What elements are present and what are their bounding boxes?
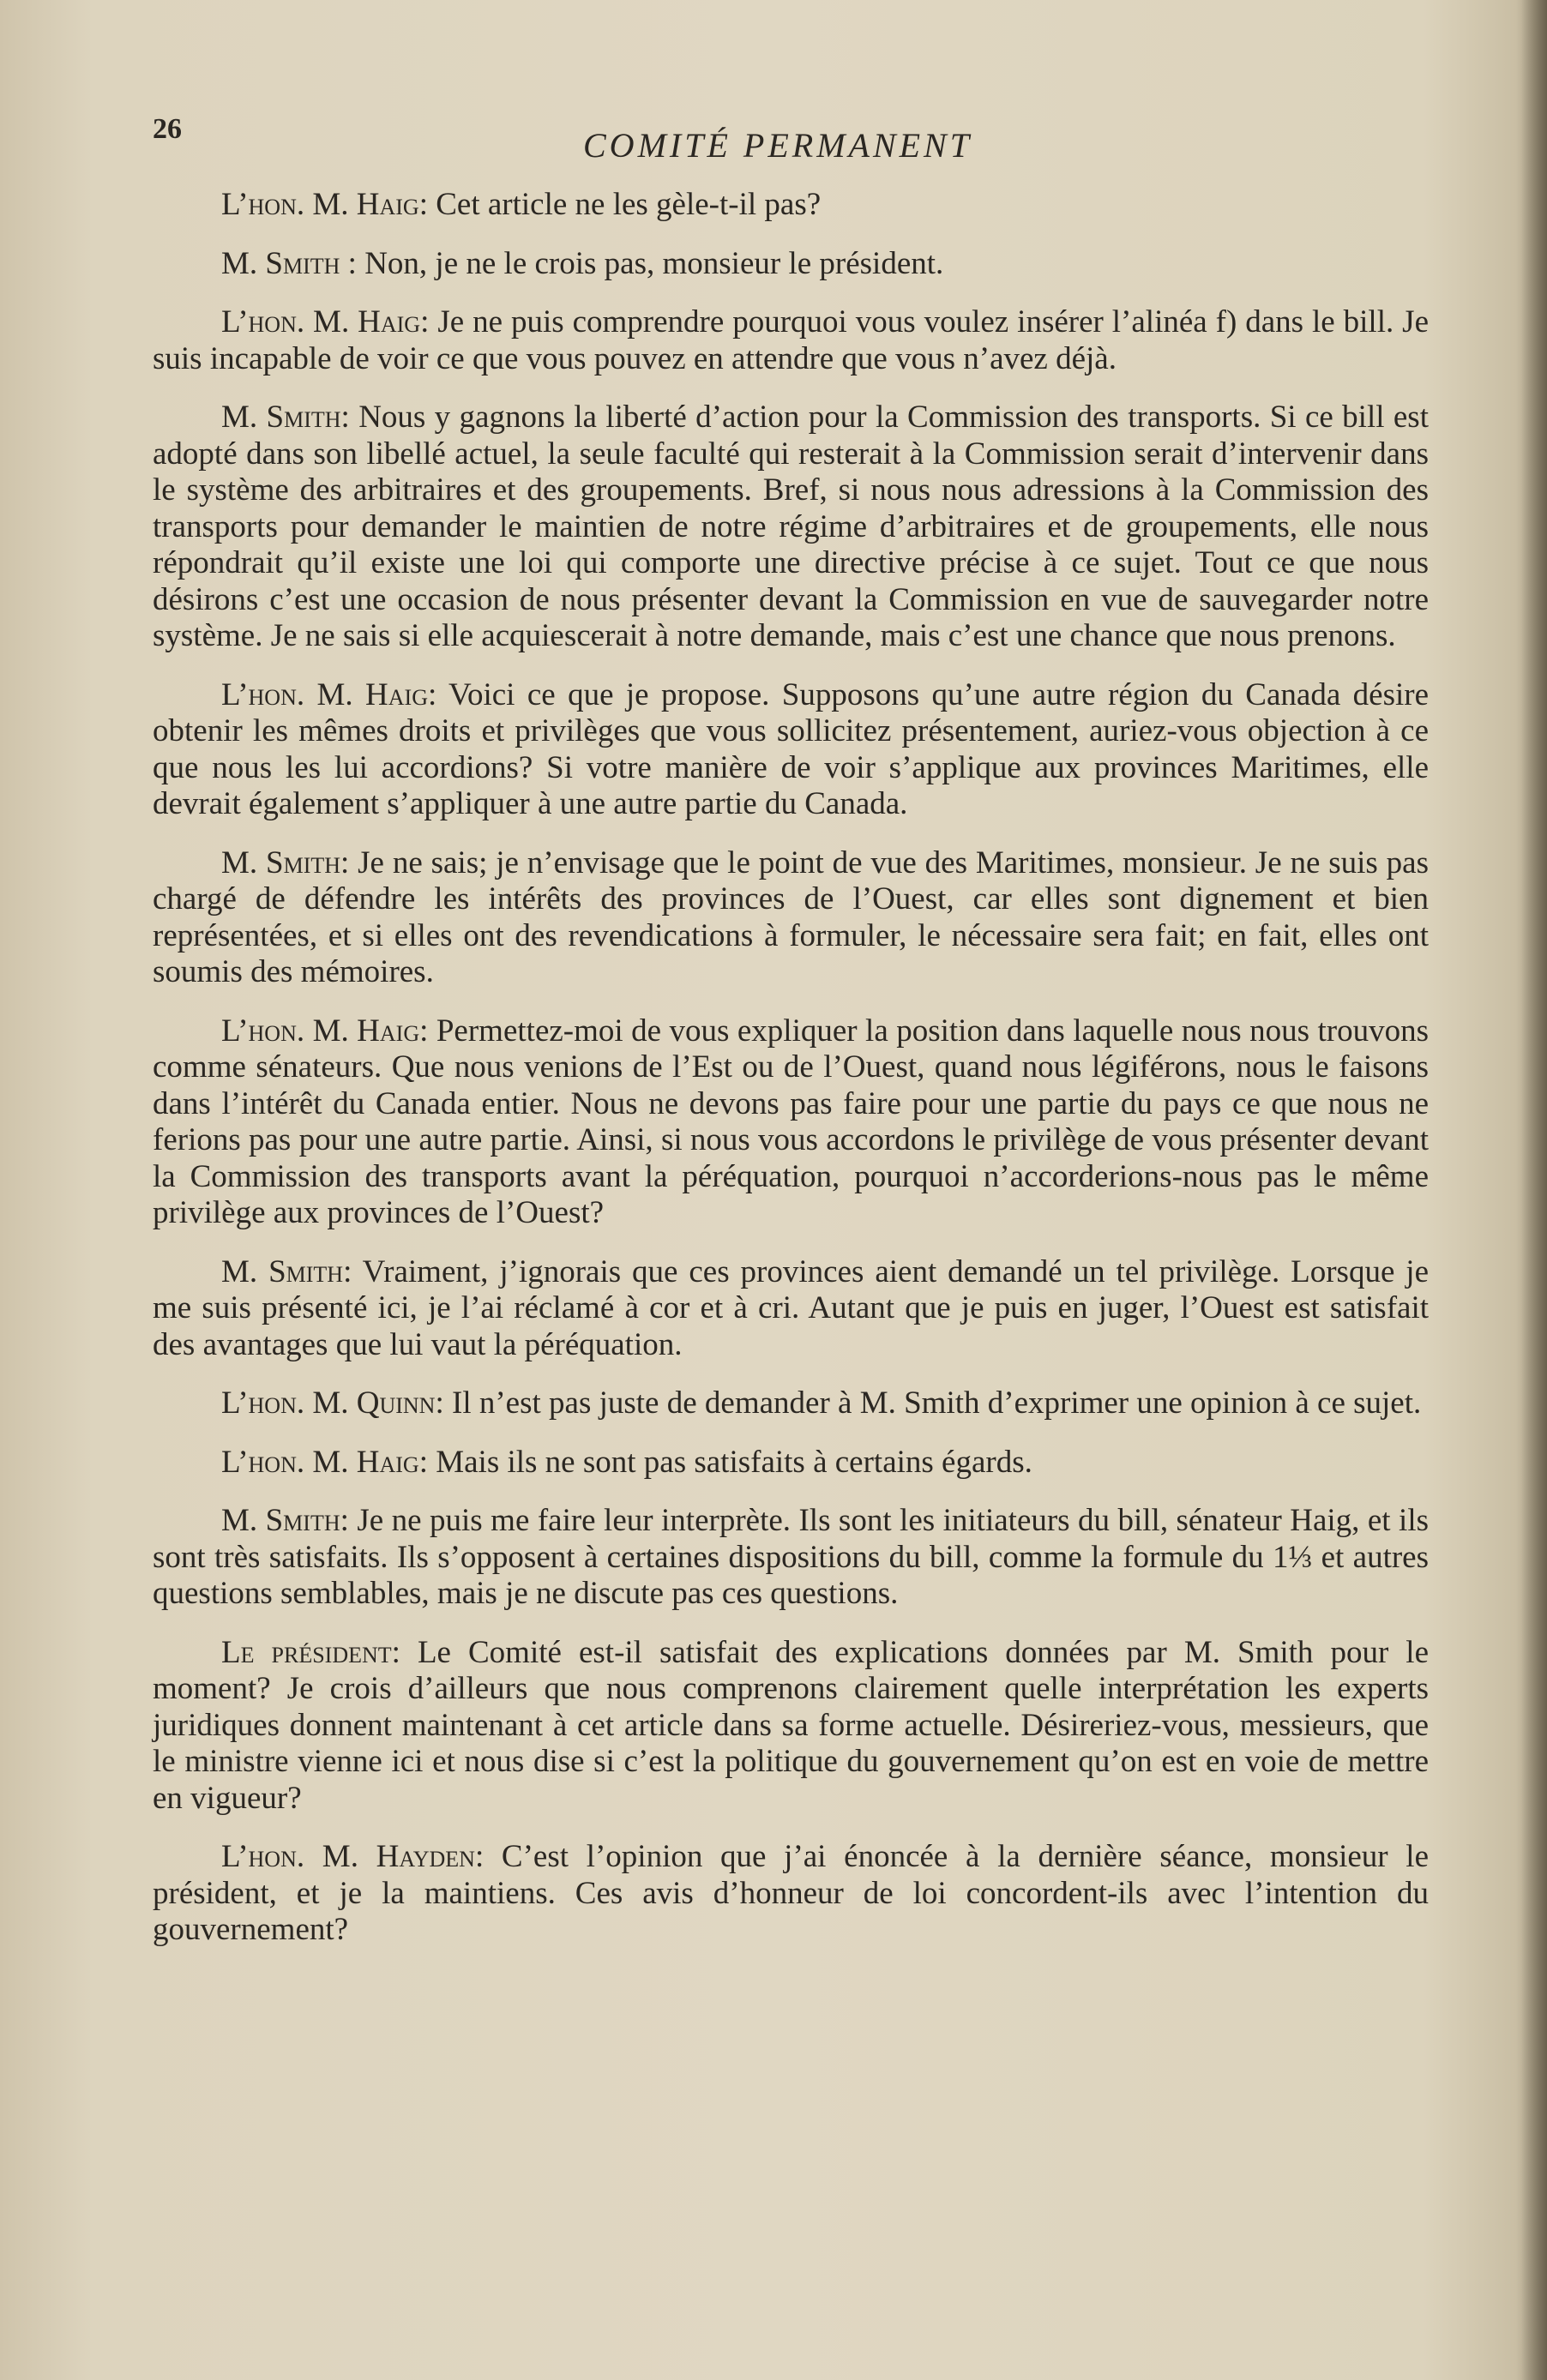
speaker-name: L’hon. M. Haig (221, 187, 419, 222)
speaker-name: L’hon. M. Quinn (221, 1385, 436, 1421)
body-text (153, 187, 1429, 1971)
paragraph-text: Mais ils ne sont pas satisfaits à certains égards. (436, 1444, 1032, 1480)
paragraph (153, 304, 1429, 377)
binding-shadow (1521, 0, 1547, 2380)
paragraph (153, 1254, 1429, 1364)
paragraph-text: Je ne puis comprendre pourquoi vous voulez insérer l’alinéa f) dans le bill. Je suis incapable de voir ce que vous pouvez en attendre que vous n’avez déjà. (153, 304, 1429, 376)
speaker-name: M. Smith (221, 844, 341, 880)
speaker-name: Le président (221, 1634, 392, 1670)
speaker-name: L’hon. M. Hayden (221, 1839, 475, 1874)
speaker-name: L’hon. M. Haig (221, 304, 421, 340)
paragraph (153, 677, 1429, 823)
speaker-separator: : (419, 1013, 436, 1049)
speaker-name: L’hon. M. Haig (221, 676, 428, 712)
paragraph-text: C’est l’opinion que j’ai énoncée à la dernière séance, monsieur le président, et je la maintiens. Ces avis d’honneur de loi concordent-ils avec l’intention du gouvernement? (153, 1839, 1430, 1947)
speaker-separator: : (418, 1444, 436, 1480)
paragraph (153, 1839, 1429, 1949)
paragraph-text: Nous y gagnons la liberté d’action pour la Commission des transports. Si ce bill est adopté dans son libellé actuel, la seule faculté qui resterait à la Commission serait d’intervenir dans le système des arbitraires et des groupements. Bref, si nous nous adressions à la Commission des transports pour demander le maintien de notre régime d’arbitraires et de groupements, elle nous répondrait qu’il existe une loi qui comporte une directive précise à ce sujet. Tout ce que nous désirons c’est une occasion de nous présenter devant la Commission en vue de sauvegarder notre système. Je ne sais si elle acquiescerait à notre demande, mais c’est une chance que nous prenons. (153, 400, 1429, 653)
speaker-separator: : (343, 1253, 363, 1289)
paragraph (153, 187, 1429, 224)
speaker-separator: : (340, 245, 365, 281)
paragraph-text: Il n’est pas juste de demander à M. Smith d’exprimer une opinion à ce sujet. (452, 1385, 1422, 1421)
paragraph-text: Voici ce que je propose. Supposons qu’une autre région du Canada désire obtenir les mêmes droits et privilèges que vous sollicitez présentement, auriez-vous objection à ce que nous les lui accordions? Si votre manière de voir s’applique aux provinces Maritimes, elle devrait également s’appliquer à une autre partie du Canada. (153, 676, 1429, 821)
paragraph-text: Je ne puis me faire leur interprète. Ils sont les initiateurs du bill, sénateur Haig, et ils sont très satisfaits. Ils s’opposent à certaines dispositions du bill, comme la formule du 1⅓ et autres questions semblables, mais je ne discute pas ces questions. (153, 1503, 1429, 1611)
paragraph (153, 1445, 1429, 1481)
page-number: 26 (153, 113, 182, 145)
speaker-name: M. Smith (221, 1253, 344, 1289)
paragraph-text: Le Comité est-il satisfait des explications données par M. Smith pour le moment? Je crois d’ailleurs que nous comprenons clairement quelle interprétation les experts juridiques donnent maintenant à cet article dans sa forme actuelle. Désireriez-vous, messieurs, que le ministre vienne ici et nous dise si c’est la politique du gouvernement qu’on est en voie de mettre en vigueur? (153, 1634, 1429, 1816)
page-header (0, 0, 1547, 171)
paragraph (153, 1635, 1429, 1818)
paragraph (153, 1385, 1429, 1422)
speaker-separator: : (435, 1385, 452, 1421)
speaker-separator: : (474, 1839, 502, 1874)
speaker-separator: : (420, 304, 438, 340)
speaker-separator: : (391, 1634, 418, 1670)
speaker-separator: : (340, 844, 358, 880)
running-title: COMITÉ PERMANENT (583, 126, 972, 165)
speaker-name: L’hon. M. Haig (221, 1444, 419, 1480)
paragraph (153, 246, 1429, 283)
speaker-separator: : (418, 187, 436, 222)
speaker-name: M. Smith (221, 245, 340, 281)
paragraph-text: Cet article ne les gèle-t-il pas? (436, 187, 822, 222)
speaker-name: M. Smith (221, 1503, 340, 1538)
paragraph (153, 1013, 1429, 1232)
speaker-name: M. Smith (221, 400, 341, 435)
paragraph-text: Permettez-moi de vous expliquer la position dans laquelle nous nous trouvons comme sénateurs. Que nous venions de l’Est ou de l’Ouest, quand nous légiférons, nous le faisons dans l’intérêt du Canada entier. Nous ne devons pas faire pour une partie du pays ce que nous ne ferions pas pour une autre partie. Ainsi, si nous vous accordons le privilège de vous présenter devant la Commission des transports avant la péréquation, pourquoi n’accorderions-nous pas le même privilège aux provinces de l’Ouest? (153, 1013, 1429, 1230)
paragraph (153, 845, 1429, 991)
speaker-name: L’hon. M. Haig (221, 1013, 420, 1049)
paragraph-text: Non, je ne le crois pas, monsieur le président. (364, 245, 944, 281)
paragraph-text: Je ne sais; je n’envisage que le point de vue des Maritimes, monsieur. Je ne suis pas chargé de défendre les intérêts des provinces de l’Ouest, car elles sont dignement et bien représentées, et si elles ont des revendications à formuler, le nécessaire sera fait; en fait, elles ont soumis des mémoires. (153, 844, 1429, 989)
speaker-separator: : (427, 676, 448, 712)
paragraph (153, 400, 1429, 655)
speaker-separator: : (340, 1503, 358, 1538)
speaker-separator: : (340, 400, 359, 435)
paragraph-text: Vraiment, j’ignorais que ces provinces aient demandé un tel privilège. Lorsque je me suis présenté ici, je l’ai réclamé à cor et à cri. Autant que je puis en juger, l’Ouest est satisfait des avantages que lui vaut la péréquation. (153, 1253, 1429, 1362)
paragraph (153, 1503, 1429, 1613)
